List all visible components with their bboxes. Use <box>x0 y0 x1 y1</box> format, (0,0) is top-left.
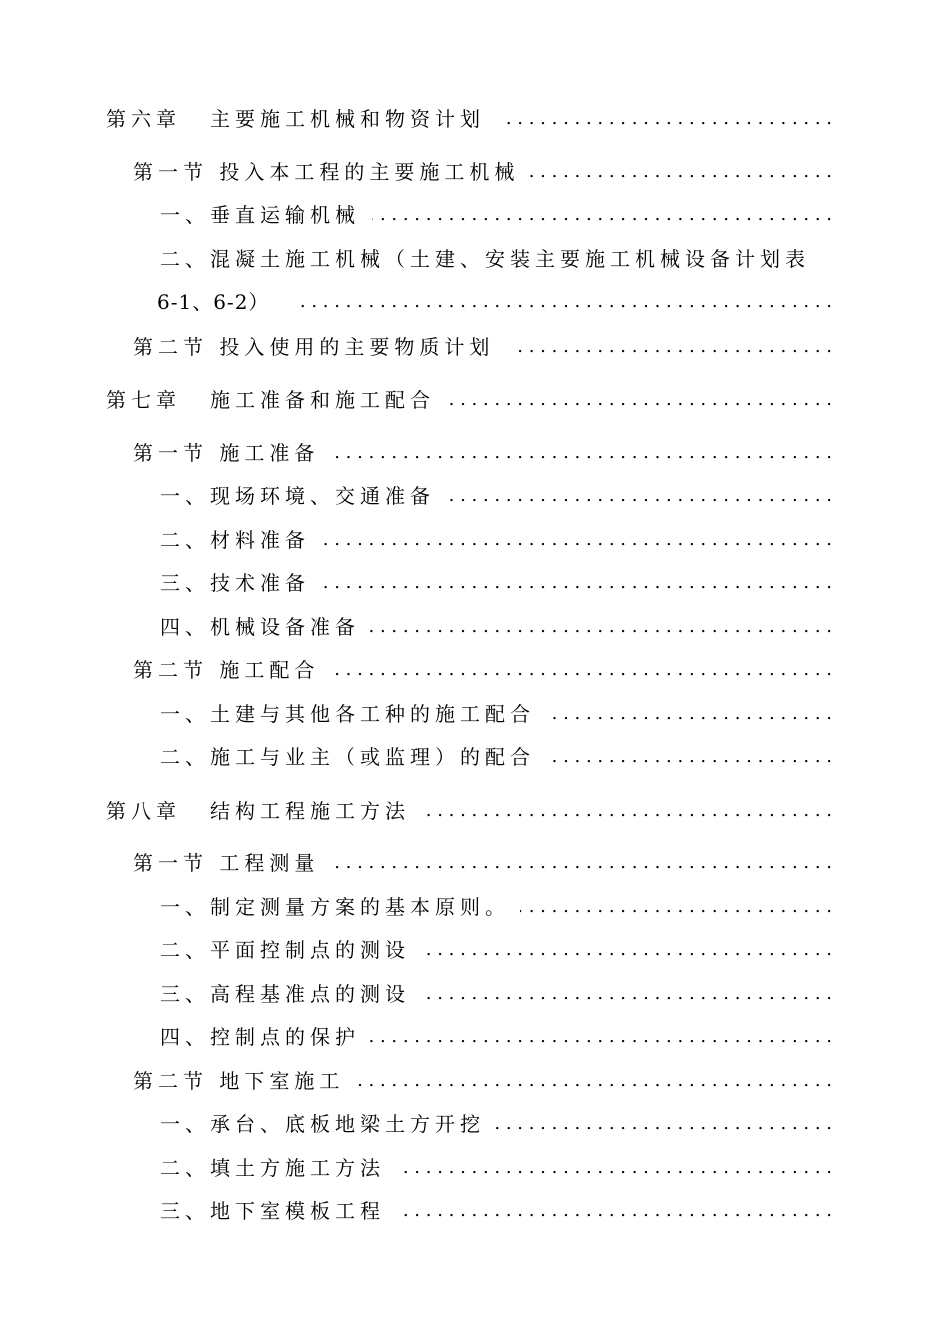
toc-item[interactable] <box>0 1021 950 1053</box>
toc-section-8-1[interactable] <box>0 847 950 879</box>
toc-item[interactable] <box>0 1195 950 1227</box>
toc-leader-dots <box>422 934 832 966</box>
toc-chapter-title: 主要施工机械和物资计划 <box>210 107 485 131</box>
toc-item-title: 6-1、6-2） <box>157 290 270 314</box>
toc-section-title: 第二节 施工配合 <box>133 658 320 682</box>
toc-item[interactable] <box>0 891 950 923</box>
toc-chapter-8[interactable] <box>0 795 950 827</box>
toc-item[interactable] <box>0 480 950 512</box>
toc-leader-dots <box>356 1065 832 1097</box>
toc-item[interactable] <box>0 978 950 1010</box>
toc-leader-dots <box>330 847 832 879</box>
toc-item-title: 二、施工与业主（或监理）的配合 <box>160 745 535 769</box>
toc-item[interactable] <box>0 611 950 643</box>
toc-chapter-6[interactable] <box>0 103 950 135</box>
toc-item[interactable] <box>0 1152 950 1184</box>
toc-section-title: 第一节 施工准备 <box>133 441 320 465</box>
toc-item[interactable] <box>0 199 950 231</box>
toc-item-title: 二、混凝土施工机械（土建、安装主要施工机械设备计划表 <box>160 247 810 271</box>
toc-chapter-label: 第七章 <box>106 388 181 412</box>
toc-leader-dots <box>318 567 832 599</box>
toc-item-title: 二、平面控制点的测设 <box>160 938 410 962</box>
toc-section-title: 第二节 投入使用的主要物质计划 <box>133 335 495 359</box>
toc-item[interactable] <box>0 698 950 730</box>
toc-leader-dots <box>548 741 832 773</box>
toc-section-6-2[interactable] <box>0 331 950 363</box>
toc-item-title: 一、现场环境、交通准备 <box>160 484 435 508</box>
toc-leader-dots <box>370 611 832 643</box>
toc-section-7-2[interactable] <box>0 654 950 686</box>
toc-leader-dots <box>318 524 832 556</box>
toc-item-title: 一、承台、底板地梁土方开挖 <box>160 1112 485 1136</box>
toc-section-title: 第一节 工程测量 <box>133 851 320 875</box>
toc-section-7-1[interactable] <box>0 437 950 469</box>
toc-leader-dots <box>396 1152 832 1184</box>
toc-leader-dots <box>370 1021 832 1053</box>
toc-item-title: 一、制定测量方案的基本原则。 <box>160 895 510 919</box>
toc-item[interactable] <box>0 243 950 275</box>
toc-leader-dots <box>496 1108 832 1140</box>
toc-chapter-label: 第八章 <box>106 799 181 823</box>
toc-section-6-1[interactable] <box>0 156 950 188</box>
toc-leader-dots <box>448 480 832 512</box>
toc-chapter-title: 施工准备和施工配合 <box>210 388 435 412</box>
toc-chapter-label: 第六章 <box>106 107 181 131</box>
toc-chapter-title: 结构工程施工方法 <box>210 799 410 823</box>
toc-item[interactable] <box>0 741 950 773</box>
toc-item-title: 一、土建与其他各工种的施工配合 <box>160 702 535 726</box>
toc-section-8-2[interactable] <box>0 1065 950 1097</box>
toc-leader-dots <box>372 199 832 231</box>
toc-leader-dots <box>528 156 832 188</box>
toc-leader-dots <box>500 103 832 135</box>
toc-leader-dots <box>510 331 832 363</box>
toc-leader-dots <box>330 654 832 686</box>
toc-item[interactable] <box>0 524 950 556</box>
toc-item-title: 三、技术准备 <box>160 571 310 595</box>
toc-chapter-7[interactable] <box>0 384 950 416</box>
toc-item[interactable] <box>0 1108 950 1140</box>
toc-leader-dots <box>448 384 832 416</box>
toc-item-title: 一、垂直运输机械 <box>160 203 360 227</box>
toc-item[interactable] <box>0 934 950 966</box>
toc-leader-dots <box>296 286 832 318</box>
toc-leader-dots <box>422 978 832 1010</box>
toc-section-title: 第二节 地下室施工 <box>133 1069 345 1093</box>
toc-item-title: 三、地下室模板工程 <box>160 1199 385 1223</box>
toc-item-title: 三、高程基准点的测设 <box>160 982 410 1006</box>
toc-item-title: 四、控制点的保护 <box>160 1025 360 1049</box>
toc-item-title: 四、机械设备准备 <box>160 615 360 639</box>
toc-leader-dots <box>422 795 832 827</box>
toc-section-title: 第一节 投入本工程的主要施工机械 <box>133 160 520 184</box>
toc-leader-dots <box>396 1195 832 1227</box>
toc-leader-dots <box>548 698 832 730</box>
toc-leader-dots <box>520 891 832 923</box>
toc-item-title: 二、填土方施工方法 <box>160 1156 385 1180</box>
toc-leader-dots <box>330 437 832 469</box>
toc-item[interactable] <box>0 567 950 599</box>
toc-item-title: 二、材料准备 <box>160 528 310 552</box>
toc-item-continuation[interactable] <box>0 286 950 318</box>
